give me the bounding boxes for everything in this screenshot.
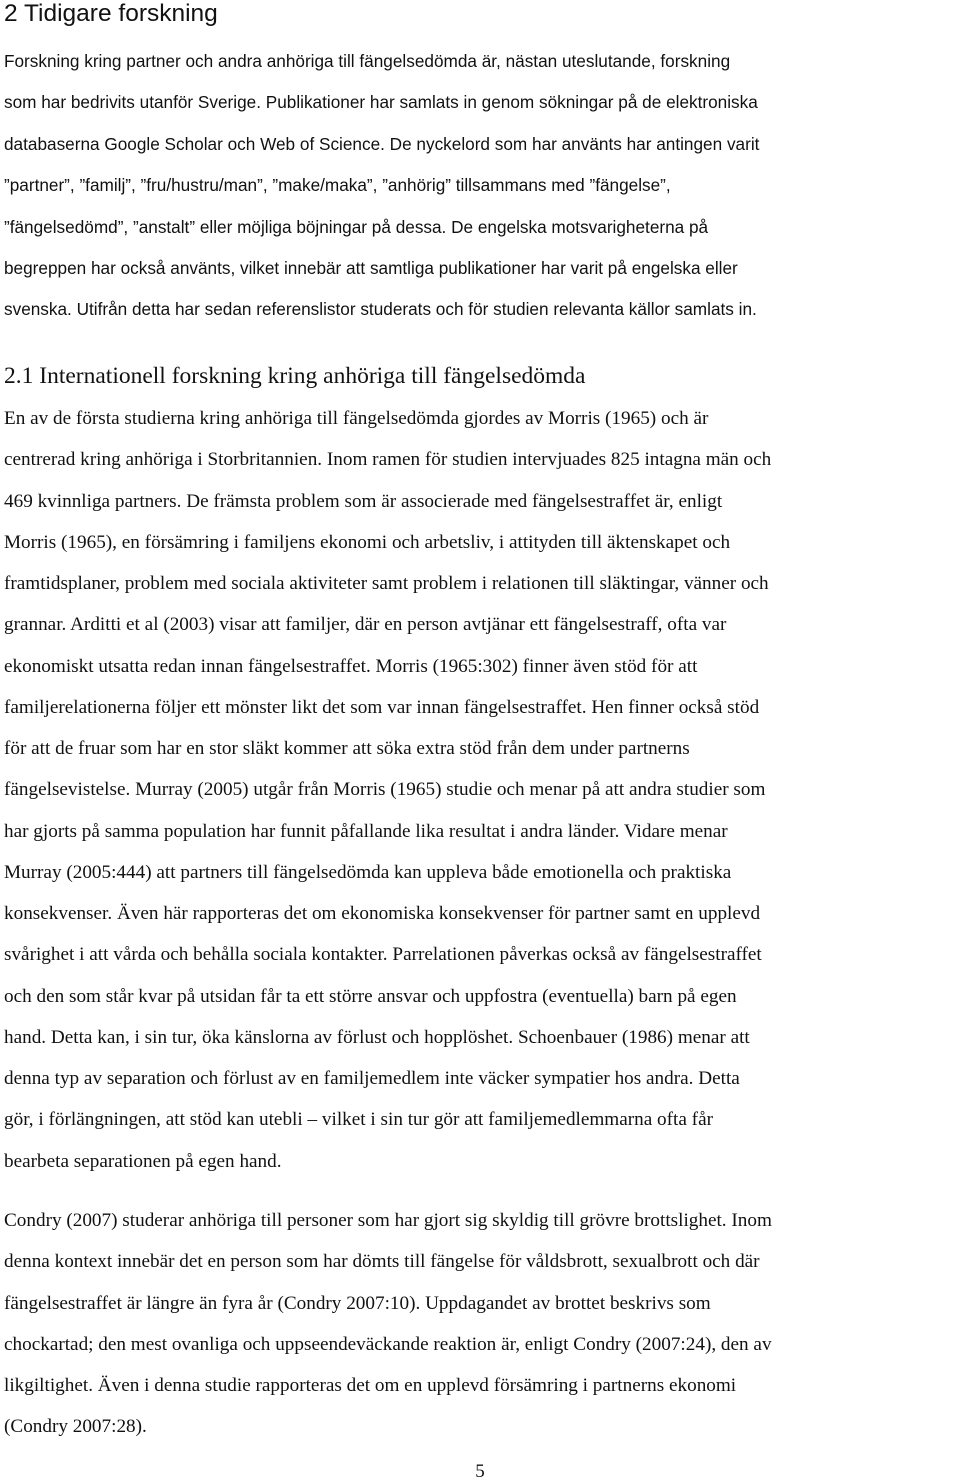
intro-paragraph: [4, 41, 958, 331]
text-line: har gjorts på samma population har funnit påfallande lika resultat i andra länder. Vidare menar: [4, 820, 728, 842]
text-line: familjerelationerna följer ett mönster likt det som var innan fängelsestraffet. Hen finner också stöd: [4, 696, 760, 718]
text-line: Morris (1965), en försämring i familjens ekonomi och arbetsliv, i attityden till äktenskapet och: [4, 531, 731, 553]
text-line: 469 kvinnliga partners. De främsta problem som är associerade med fängelsestraffet är, enligt: [4, 490, 723, 512]
text-line: svenska. Utifrån detta har sedan referenslistor studerats och för studien relevanta källor samlats in.: [4, 299, 757, 320]
text-line: Forskning kring partner och andra anhöriga till fängelsedömda är, nästan uteslutande, forskning: [4, 51, 731, 71]
section-heading: 2 Tidigare forskning: [4, 0, 218, 27]
text-line: Condry (2007) studerar anhöriga till personer som har gjort sig skyldig till grövre brottslighet. Inom: [4, 1210, 772, 1231]
text-line: bearbeta separationen på egen hand.: [4, 1150, 282, 1172]
text-line: hand. Detta kan, i sin tur, öka känslorna av förlust och hopplöshet. Schoenbauer (1986) menar att: [4, 1026, 750, 1048]
text-line: framtidsplaner, problem med sociala aktiviteter samt problem i relationen till släktingar, vänner och: [4, 573, 769, 594]
text-line: En av de första studierna kring anhöriga till fängelsedömda gjordes av Morris (1965) och är: [4, 408, 709, 429]
text-line: begreppen har också använts, vilket innebär att samtliga publikationer har varit på engelska eller: [4, 258, 738, 279]
text-line: centrerad kring anhöriga i Storbritannien. Inom ramen för studien intervjuades 825 intagna män och: [4, 449, 772, 471]
text-line: ”fängelsedömd”, ”anstalt” eller möjliga böjningar på dessa. De engelska motsvarigheterna på: [4, 216, 709, 237]
text-line: databaserna Google Scholar och Web of Science. De nyckelord som har använts har antingen varit: [4, 133, 760, 154]
text-line: gör, i förlängningen, att stöd kan utebli – vilket i sin tur gör att familjemedlemmarna ofta får: [4, 1109, 713, 1131]
subsection-heading: 2.1 Internationell forskning kring anhöriga till fängelsedömda: [4, 363, 586, 389]
text-line: Murray (2005:444) att partners till fängelsedömda kan uppleva både emotionella och praktiska: [4, 861, 732, 883]
text-line: fängelsevistelse. Murray (2005) utgår från Morris (1965) studie och menar på att andra studier som: [4, 779, 766, 801]
text-line: denna kontext innebär det en person som har dömts till fängelse för våldsbrott, sexualbrott och där: [4, 1251, 760, 1273]
paragraph-morris: [4, 398, 958, 1182]
page-number: 5: [475, 1461, 485, 1482]
text-line: ekonomiskt utsatta redan innan fängelsestraffet. Morris (1965:302) finner även stöd för att: [4, 655, 698, 677]
text-line: ”partner”, ”familj”, ”fru/hustru/man”, ”make/maka”, ”anhörig” tillsammans med ”fängelse”,: [4, 175, 671, 196]
text-line: och den som står kvar på utsidan får ta ett större ansvar och uppfostra (eventuella) barn på egen: [4, 985, 737, 1007]
text-line: svårighet i att vårda och behålla sociala kontakter. Parrelationen påverkas också av fängelsestraffet: [4, 944, 762, 966]
text-line: likgiltighet. Även i denna studie rapporteras det om en upplevd försämring i partnerns ekonomi: [4, 1375, 737, 1396]
text-line: grannar. Arditti et al (2003) visar att familjer, där en person avtjänar ett fängelsestraff, ofta var: [4, 614, 727, 636]
text-line: konsekvenser. Även här rapporteras det om ekonomiska konsekvenser för partner samt en upplevd: [4, 903, 761, 924]
text-line: (Condry 2007:28).: [4, 1416, 147, 1438]
text-line: denna typ av separation och förlust av en familjemedlem inte väcker sympatier hos andra. Detta: [4, 1068, 740, 1089]
paragraph-condry: [4, 1200, 958, 1448]
text-line: fängelsestraffet är längre än fyra år (Condry 2007:10). Uppdagandet av brottet beskrivs som: [4, 1292, 711, 1314]
text-line: chockartad; den mest ovanliga och uppseendeväckande reaktion är, enligt Condry (2007:24), den av: [4, 1333, 772, 1355]
text-line: för att de fruar som har en stor släkt kommer att söka extra stöd från dem under partnerns: [4, 738, 690, 759]
text-line: som har bedrivits utanför Sverige. Publikationer har samlats in genom sökningar på de elektroniska: [4, 92, 758, 113]
